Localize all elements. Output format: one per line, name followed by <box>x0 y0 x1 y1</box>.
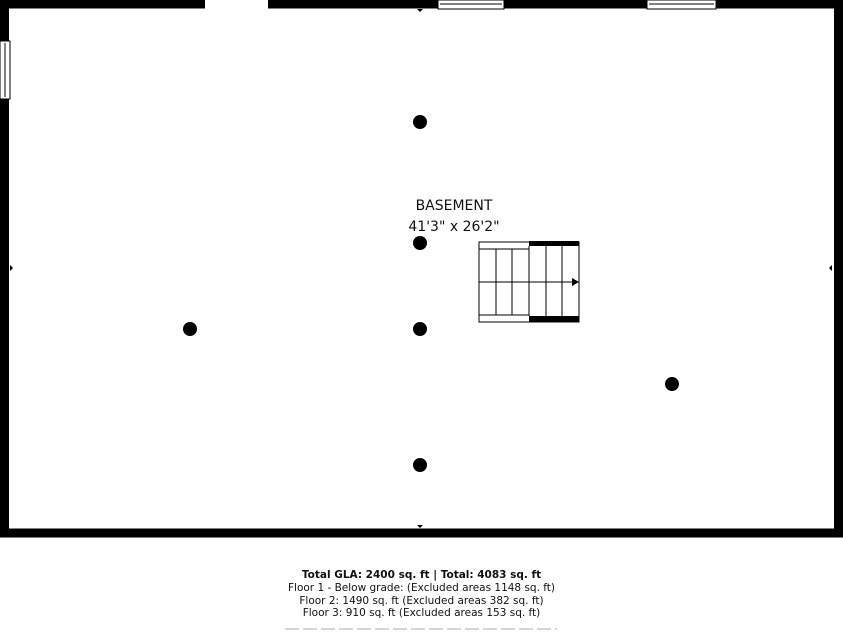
summary-floor-1: Floor 1 - Below grade: (Excluded areas 1148 sq. ft) <box>287 582 555 594</box>
right-marker-arrow <box>829 265 832 271</box>
bottom-marker-arrow <box>417 525 423 528</box>
support-column <box>413 322 427 336</box>
support-column <box>413 115 427 129</box>
summary-total: Total GLA: 2400 sq. ft | Total: 4083 sq. ft <box>301 569 542 581</box>
support-column <box>183 322 197 336</box>
left-marker-arrow <box>10 265 13 271</box>
top-window-right <box>647 0 716 9</box>
summary-floor-2: Floor 2: 1490 sq. ft (Excluded areas 382 sq. ft) <box>299 595 544 607</box>
staircase <box>479 241 579 322</box>
summary-floor-3: Floor 3: 910 sq. ft (Excluded areas 153 sq. ft) <box>302 607 541 619</box>
footer-fine-print <box>285 628 557 630</box>
top-window-left <box>438 0 504 9</box>
room-dimensions: 41'3" x 26'2" <box>408 219 500 235</box>
support-column <box>665 377 679 391</box>
left-window <box>0 41 10 99</box>
exterior-wall <box>5 4 839 533</box>
top-marker-arrow <box>417 9 423 12</box>
top-door-opening <box>205 0 268 9</box>
support-column <box>413 236 427 250</box>
support-column <box>413 458 427 472</box>
room-name: BASEMENT <box>415 198 493 214</box>
